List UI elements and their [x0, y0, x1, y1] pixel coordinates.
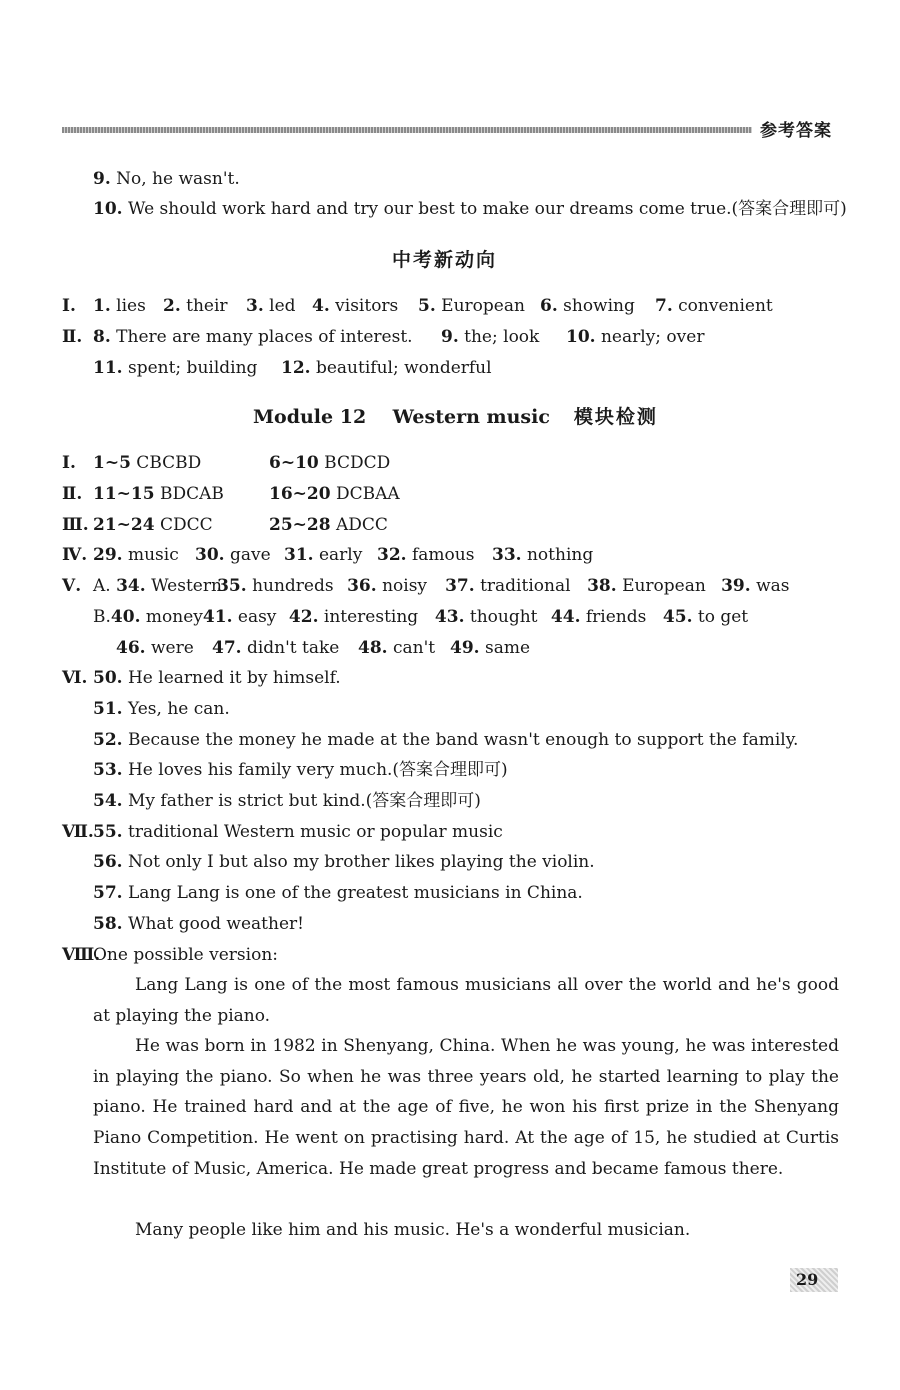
mk-answer-56: 56. Not only I but also my brother likes playing the violin. — [93, 852, 595, 872]
zk-row-2: Ⅱ. 8. There are many places of interest. 9. the; look 10. nearly; over — [62, 327, 705, 347]
mk-row-1: Ⅰ. 1~5 CBCBD 6~10 BCDCD — [62, 453, 391, 473]
module-title: Module 12 Western music 模块检测 — [253, 406, 658, 428]
page-number-box — [790, 1268, 838, 1292]
essay-paragraph-2: He was born in 1982 in Shenyang, China. When he was young, he was interested in playing the piano. So when he was three years old, he started learning to play the piano. He trained hard and at the age of five, he won his first prize in the Shenyang Piano Competition. He went on practising hard. At the age of 15, he studied at Curtis Institute of Music, America. He made great progress and became famous there. — [93, 1036, 839, 1179]
essay-paragraph-3: Many people like him and his music. He's a wonderful musician. — [135, 1220, 691, 1240]
mk-answer-55: Ⅶ.55. traditional Western music or popular music — [62, 822, 503, 842]
mk-answer-58: 58. What good weather! — [93, 914, 304, 934]
essay-intro: Ⅷ.One possible version: — [62, 945, 278, 965]
mk-row-6: B.40. money41. easy 42. interesting 43. thought 44. friends 45. to get — [93, 607, 749, 627]
mk-answer-50: Ⅵ. 50. He learned it by himself. — [62, 668, 341, 688]
mk-row-7: 46. were 47. didn't take 48. can't 49. same — [116, 638, 531, 658]
mk-row-4: Ⅳ. 29. music 30. gave 31. early 32. famous 33. nothing — [62, 545, 594, 565]
zk-row-3: 11. spent; building 12. beautiful; wonderful — [93, 358, 492, 378]
mk-row-5: Ⅴ. A. 34. Western35. hundreds 36. noisy 37. traditional 38. European 39. was — [62, 576, 790, 596]
mk-answer-53: 53. He loves his family very much.(答案合理即可) — [93, 760, 508, 780]
mk-answer-57: 57. Lang Lang is one of the greatest musicians in China. — [93, 883, 583, 903]
mk-answer-52: 52. Because the money he made at the band wasn't enough to support the family. — [93, 730, 799, 750]
page-number: 29 — [796, 1270, 819, 1289]
mk-answer-54: 54. My father is strict but kind.(答案合理即可) — [93, 791, 481, 811]
header-title: 参考答案 — [760, 121, 832, 141]
essay-paragraph-1: Lang Lang is one of the most famous musicians all over the world and he's good at playing the piano. — [93, 975, 839, 1026]
mk-answer-51: 51. Yes, he can. — [93, 699, 230, 719]
answer-9: 9. No, he wasn't. — [93, 169, 240, 189]
mk-row-2: Ⅱ. 11~15 BDCAB 16~20 DCBAA — [62, 484, 400, 504]
section-title-zhongkao: 中考新动向 — [392, 249, 498, 271]
zk-row-1: Ⅰ. 1. lies 2. their 3. led 4. visitors 5. European 6. showing 7. convenient — [62, 296, 773, 316]
answer-10: 10. We should work hard and try our best to make our dreams come true.(答案合理即可) — [93, 199, 847, 219]
header-rule — [62, 127, 752, 133]
mk-row-3: Ⅲ. 21~24 CDCC 25~28 ADCC — [62, 515, 388, 535]
